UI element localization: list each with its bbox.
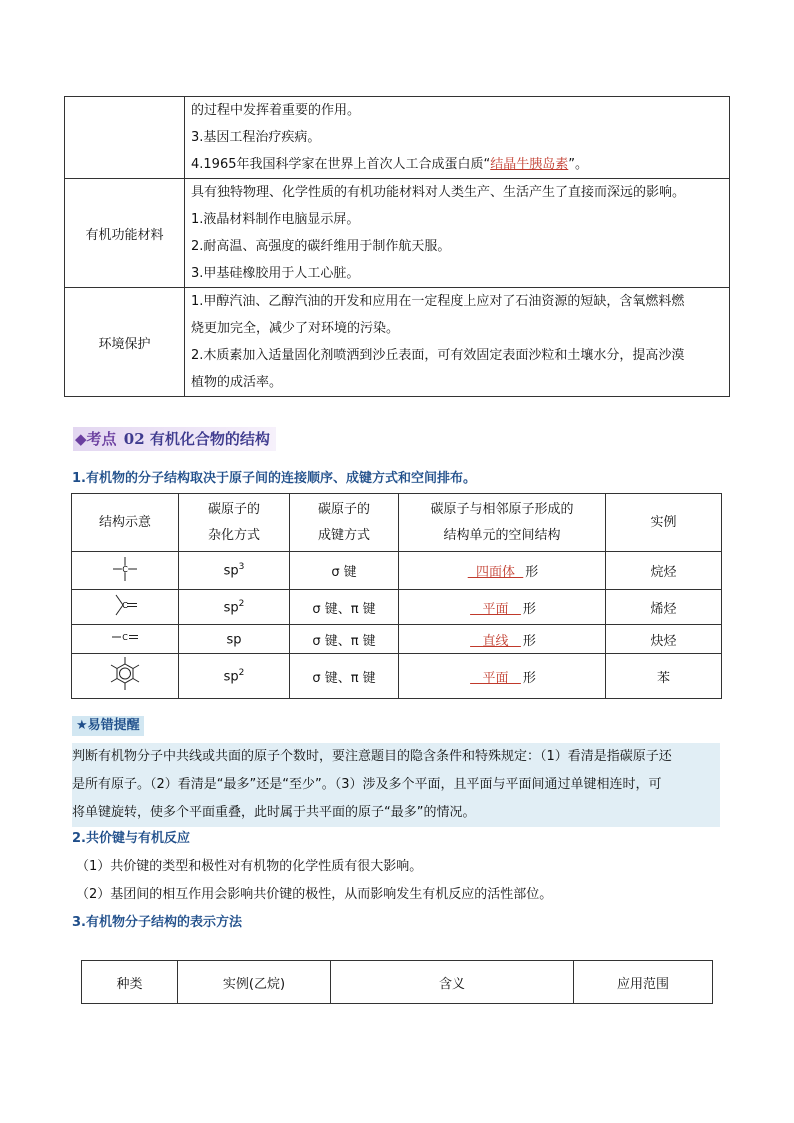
hybridization-sup: 2: [238, 598, 245, 609]
header-cell: 含义: [331, 961, 574, 1004]
hybridization-sup: 2: [238, 667, 245, 678]
content-line: 烧更加完全，减少了对环境的污染。: [191, 321, 400, 336]
paragraph: （1）共价键的类型和极性对有机物的化学性质有很大影响。: [76, 859, 423, 874]
linear-carbon-icon: [72, 625, 179, 654]
header-text: 碳原子的: [207, 501, 260, 517]
line-suffix: ”。: [568, 157, 588, 172]
bond-type-cell: σ 键: [290, 552, 399, 590]
content-line: 2.木质素加入适量固化剂喷洒到沙丘表面，可有效固定表面沙粒和土壤水分，提高沙漠: [191, 348, 685, 363]
table-row: [72, 654, 722, 699]
header-cell: [72, 494, 179, 552]
header-cell: [290, 494, 399, 552]
heading-number: 02: [123, 430, 145, 448]
svg-text:C: C: [122, 633, 128, 642]
section-heading-3: 3.有机物分子结构的表示方法: [72, 915, 242, 930]
content-line: 植物的成活率。: [191, 375, 283, 390]
content-line: 1.液晶材料制作电脑显示屏。: [191, 212, 360, 227]
shape-suffix: 形: [525, 565, 539, 580]
table-row: [65, 179, 730, 288]
representation-table: [81, 960, 713, 1004]
bond-type-cell: σ 键、π 键: [290, 625, 399, 654]
content-line: 的过程中发挥着重要的作用。: [191, 103, 361, 118]
hybridization-cell: [179, 625, 290, 654]
table-row: [72, 552, 722, 590]
content-cell: [185, 179, 730, 288]
benzene-ring-icon: [72, 654, 179, 699]
trigonal-carbon-icon: [72, 590, 179, 625]
hybridization-text: sp: [223, 669, 239, 685]
category-cell: 有机功能材料: [65, 179, 185, 288]
shape-answer: 四面体: [475, 565, 515, 580]
svg-text:C: C: [122, 564, 128, 574]
example-cell: 烯烃: [606, 590, 722, 625]
header-text: 结构单元的空间结构: [443, 527, 561, 543]
shape-cell: [399, 552, 606, 590]
header-cell: 种类: [82, 961, 178, 1004]
content-line: 1.甲醇汽油、乙醇汽油的开发和应用在一定程度上应对了石油资源的短缺，含氧燃料燃: [191, 294, 685, 309]
content-line: 3.基因工程治疗疾病。: [191, 130, 321, 145]
table-header-row: [72, 494, 722, 552]
section-heading-1: 1.有机物的分子结构取决于原子间的连接顺序、成键方式和空间排布。: [72, 471, 476, 486]
example-cell: 苯: [606, 654, 722, 699]
tip-box: [72, 743, 720, 827]
example-cell: 炔烃: [606, 625, 722, 654]
applications-table: [64, 96, 730, 397]
line-prefix: 4.1965年我国科学家在世界上首次人工合成蛋白质“: [191, 157, 491, 172]
header-cell: [399, 494, 606, 552]
header-text: 碳原子与相邻原子形成的: [430, 501, 574, 517]
table-row: [65, 97, 730, 179]
tip-line: 将单键旋转，使多个平面重叠，此时属于共平面的原子“最多”的情况。: [72, 805, 476, 820]
hybridization-text: sp: [226, 632, 242, 648]
header-cell: [606, 494, 722, 552]
carbon-structure-table: [71, 493, 722, 699]
header-cell: [179, 494, 290, 552]
hybridization-cell: [179, 590, 290, 625]
header-text: 实例: [650, 514, 677, 530]
header-text: 结构示意: [98, 514, 151, 530]
category-cell: [65, 97, 185, 179]
heading-title: 有机化合物的结构: [149, 430, 270, 448]
header-text: 碳原子的: [317, 501, 370, 517]
tetrahedral-carbon-icon: [72, 552, 179, 590]
shape-cell: [399, 625, 606, 654]
hybridization-sup: 3: [238, 562, 245, 573]
content-cell: [185, 288, 730, 397]
heading-marker: ◆考点: [75, 430, 117, 448]
shape-suffix: 形: [522, 670, 536, 686]
highlight-term: 结晶牛胰岛素: [490, 157, 569, 172]
tip-line: 是所有原子。（2）看清是“最多”还是“至少”。（3）涉及多个平面，且平面与平面间通过单键相连时，可: [72, 777, 662, 792]
table-row: [65, 288, 730, 397]
table-row: [72, 590, 722, 625]
header-text: 杂化方式: [207, 527, 260, 543]
topic-heading: [73, 427, 276, 451]
tip-line: 判断有机物分子中共线或共面的原子个数时，要注意题目的隐含条件和特殊规定：（1）看清是指碳原子还: [72, 749, 672, 764]
header-text: 成键方式: [317, 527, 370, 543]
svg-text:C: C: [122, 601, 128, 610]
content-line: 具有独特物理、化学性质的有机功能材料对人类生产、生活产生了直接而深远的影响。: [191, 185, 686, 200]
tip-label: ★易错提醒: [72, 716, 144, 736]
shape-answer: 平面: [482, 670, 509, 686]
shape-suffix: 形: [522, 633, 536, 649]
hybridization-cell: [179, 654, 290, 699]
shape-cell: [399, 654, 606, 699]
shape-cell: [399, 590, 606, 625]
hybridization-cell: [179, 552, 290, 590]
bond-type-cell: σ 键、π 键: [290, 590, 399, 625]
shape-answer: 直线: [482, 633, 509, 649]
hybridization-text: sp: [223, 600, 239, 616]
content-line: 2.耐高温、高强度的碳纤维用于制作航天服。: [191, 239, 451, 254]
section-heading-2: 2.共价键与有机反应: [72, 831, 190, 846]
shape-suffix: 形: [522, 601, 536, 617]
hybridization-text: sp: [223, 563, 239, 579]
example-cell: 烷烃: [606, 552, 722, 590]
header-cell: 实例(乙烷): [178, 961, 331, 1004]
category-cell: 环境保护: [65, 288, 185, 397]
shape-answer: 平面: [482, 601, 509, 617]
header-cell: 应用范围: [574, 961, 713, 1004]
content-line: [191, 151, 723, 178]
bond-type-cell: σ 键、π 键: [290, 654, 399, 699]
paragraph: （2）基团间的相互作用会影响共价键的极性，从而影响发生有机反应的活性部位。: [76, 887, 553, 902]
content-cell: [185, 97, 730, 179]
table-header-row: [82, 961, 713, 1004]
table-row: [72, 625, 722, 654]
content-line: 3.甲基硅橡胶用于人工心脏。: [191, 266, 360, 281]
